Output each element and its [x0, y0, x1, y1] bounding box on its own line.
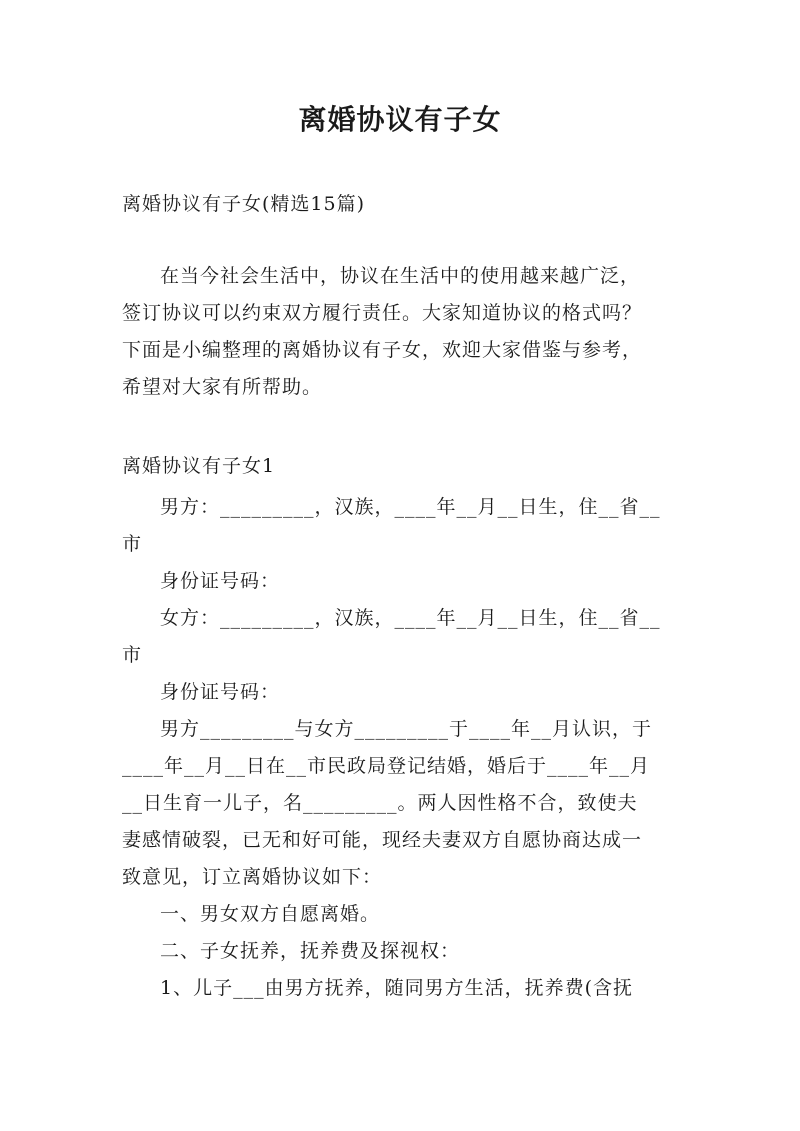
body-line: 市	[122, 644, 143, 666]
section-heading: 离婚协议有子女1	[122, 455, 276, 477]
body-line: 致意见，订立离婚协议如下：	[122, 866, 383, 888]
body-line: 身份证号码：	[160, 681, 281, 703]
body-line: 1、儿子___由男方抚养，随同男方生活，抚养费(含抚	[160, 977, 634, 999]
intro-line: 在当今社会生活中，协议在生活中的使用越来越广泛，	[160, 265, 641, 287]
intro-line: 希望对大家有所帮助。	[122, 376, 323, 398]
body-line: 二、子女抚养，抚养费及探视权：	[160, 940, 461, 962]
intro-line: 下面是小编整理的离婚协议有子女，欢迎大家借鉴与参考，	[122, 339, 643, 361]
body-line: ____年__月__日在__市民政局登记结婚，婚后于____年__月	[122, 755, 651, 777]
body-line: 女方：_________，汉族，____年__月__日生，住__省__	[160, 607, 661, 629]
intro-line: 签订协议可以约束双方履行责任。大家知道协议的格式吗？	[122, 302, 643, 324]
body-line: 男方：_________，汉族，____年__月__日生，住__省__	[160, 496, 661, 518]
body-line: 男方_________与女方_________于____年__月认识，于	[160, 718, 653, 740]
body-line: 身份证号码：	[160, 570, 281, 592]
body-line: 市	[122, 533, 143, 555]
body-line: 妻感情破裂，已无和好可能，现经夫妻双方自愿协商达成一	[122, 829, 643, 851]
document-subtitle: 离婚协议有子女(精选15篇)	[122, 193, 366, 215]
body-line: __日生育一儿子，名_________。两人因性格不合，致使夫	[122, 792, 638, 814]
document-title: 离婚协议有子女	[298, 103, 502, 136]
body-line: 一、男女双方自愿离婚。	[160, 903, 381, 925]
